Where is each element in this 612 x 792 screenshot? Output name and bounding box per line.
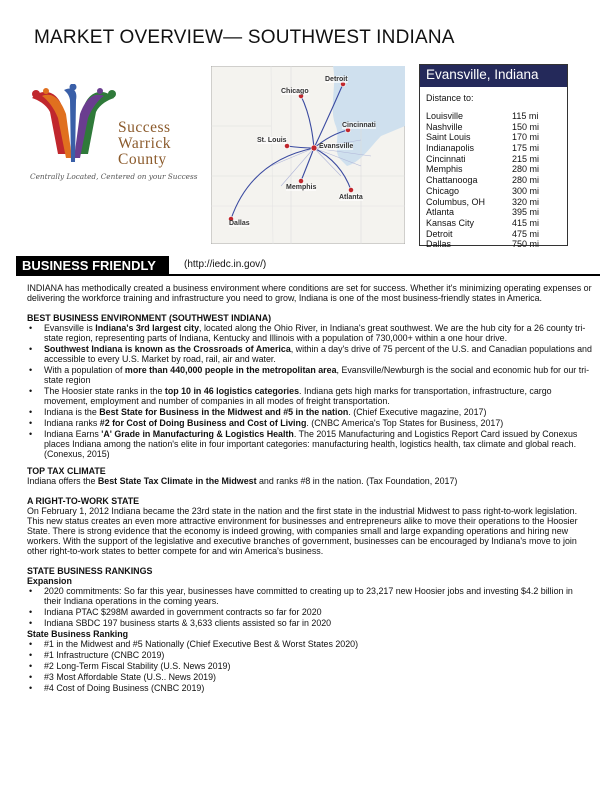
distance-city: Chattanooga <box>426 175 478 186</box>
state-ranking-list <box>27 639 592 693</box>
distance-city: Chicago <box>426 185 460 196</box>
rankings-heading: STATE BUSINESS RANKINGS <box>27 566 153 576</box>
list-item: • The Hoosier state ranks in the top 10 in 46 logistics categories. Indiana gets high marks for transportation, infrastructure, cargo movement, employment and number of companies in all modes of freight transportation. <box>27 386 592 406</box>
list-item: • Indiana SBDC 197 business starts & 3,633 clients assisted so far in 2020 <box>27 618 592 628</box>
list-item: • Indiana is the Best State for Business in the Midwest and #5 in the nation. (Chief Executive magazine, 2017) <box>27 407 592 417</box>
distance-table <box>419 64 568 250</box>
distance-city: Kansas City <box>426 217 475 228</box>
distance-row <box>420 132 567 143</box>
regional-map <box>211 66 405 244</box>
distance-city: Louisville <box>426 111 464 121</box>
distance-row <box>420 111 567 122</box>
distance-row <box>420 197 567 208</box>
distance-miles: 395 mi <box>512 207 540 218</box>
distance-row <box>420 229 567 240</box>
tax-climate-heading: TOP TAX CLIMATE <box>27 466 106 476</box>
logo-figures-icon <box>28 84 120 174</box>
distance-miles: 175 mi <box>512 143 540 154</box>
distance-row <box>420 218 567 229</box>
map-label-memphis: Memphis <box>286 184 317 191</box>
map-label-chicago: Chicago <box>281 88 309 95</box>
list-item: • #3 Most Affordable State (U.S.. News 2019) <box>27 672 592 682</box>
distance-city: Indianapolis <box>426 143 475 154</box>
expansion-list <box>27 586 592 628</box>
distance-miles: 215 mi <box>512 153 540 164</box>
distance-city: Memphis <box>426 164 463 175</box>
logo-tagline: Centrally Located, Centered on your Success <box>30 172 198 181</box>
distance-row <box>420 239 567 250</box>
success-warrick-county-logo <box>28 84 198 194</box>
best-business-heading: BEST BUSINESS ENVIRONMENT (SOUTHWEST INDIANA) <box>27 313 272 323</box>
distance-table-header: Evansville, Indiana <box>420 65 567 87</box>
expansion-heading: Expansion <box>27 576 72 586</box>
section-title: BUSINESS FRIENDLY <box>16 256 169 276</box>
list-item: • Indiana PTAC $298M awarded in government contracts so far for 2020 <box>27 607 592 617</box>
distance-city: Atlanta <box>426 207 455 218</box>
page-title: MARKET OVERVIEW— SOUTHWEST INDIANA <box>34 27 455 48</box>
list-item: • #1 Infrastructure (CNBC 2019) <box>27 650 592 660</box>
list-item: • Indiana ranks #2 for Cost of Doing Business and Cost of Living. (CNBC America's Top States for Business, 2017) <box>27 418 592 428</box>
distance-city: Columbus, OH <box>426 196 486 207</box>
list-item: • Evansville is Indiana's 3rd largest city, located along the Ohio River, in Indiana's great southwest. We are the hub city for a 26 county tri-state region, representing parts of Indiana, Kentucky and Illinois with a population of 730,000+ within a one hour drive. <box>27 323 592 343</box>
list-item: • #1 in the Midwest and #5 Nationally (Chief Executive Best & Worst States 2020) <box>27 639 592 649</box>
map-label-detroit: Detroit <box>325 76 348 83</box>
list-item: • #4 Cost of Doing Business (CNBC 2019) <box>27 683 592 693</box>
distance-row <box>420 122 567 133</box>
distance-row <box>420 143 567 154</box>
distance-row <box>420 207 567 218</box>
distance-city: Cincinnati <box>426 153 466 164</box>
distance-miles: 280 mi <box>512 175 540 186</box>
intro-paragraph: INDIANA has methodically created a business environment where conditions are set for success. Whether it's minimizing operating expenses or delivering the workforce training and infrastructure you need to grow, Indiana is one of the most business-friendly states in America. <box>27 283 592 303</box>
tax-climate-text: Indiana offers the Best State Tax Climate in the Midwest and ranks #8 in the nation. (Tax Foundation, 2017) <box>27 476 458 486</box>
distance-miles: 150 mi <box>512 121 540 132</box>
distance-miles: 115 mi <box>512 111 539 121</box>
state-ranking-heading: State Business Ranking <box>27 629 129 639</box>
map-label-dallas: Dallas <box>229 220 250 227</box>
map-label-evansville: Evansville <box>319 143 354 150</box>
business-friendly-bar <box>16 256 600 276</box>
list-item: • Southwest Indiana is known as the Crossroads of America, within a day's drive of 75 percent of the U.S. and Canadian populations and accessible to every U.S. Market by road, rail, air and water. <box>27 344 592 364</box>
distance-city: Detroit <box>426 228 453 239</box>
list-item: • #2 Long-Term Fiscal Stability (U.S. News 2019) <box>27 661 592 671</box>
logo-text-county: County <box>118 151 167 168</box>
distance-miles: 170 mi <box>512 132 540 143</box>
right-to-work-text: On February 1, 2012 Indiana became the 23rd state in the nation and the first state in the industrial Midwest to pass right-to-work legislation. This new status creates an even more attractive environment for businesses and entrepreneurs alike to move their operations to the Hoosier State. There is strong evidence that the economy is indeed growing, with companies small and large expanding operations and hiring new workers. With the support of the legislative and executive branches of government, businesses can be encouraged by Indiana's move to join other right-to-work states to better compete for and win America's business. <box>27 506 578 556</box>
distance-city: Dallas <box>426 239 452 250</box>
distance-city: Nashville <box>426 121 463 132</box>
distance-miles: 415 mi <box>512 217 540 228</box>
map-label-atlanta: Atlanta <box>339 194 363 201</box>
distance-city: Saint Louis <box>426 132 471 143</box>
distance-row <box>420 175 567 186</box>
distance-miles: 300 mi <box>512 185 540 196</box>
logo-text-success: Success <box>118 119 171 136</box>
distance-row <box>420 164 567 175</box>
list-item: • 2020 commitments: So far this year, businesses have committed to creating up to 23,217 new Hoosier jobs and investing $4.2 billion in their Indiana operations in the coming years. <box>27 586 592 606</box>
distance-row <box>420 154 567 165</box>
main-content <box>27 283 592 694</box>
distance-rows <box>420 111 567 250</box>
distance-miles: 320 mi <box>512 196 540 207</box>
best-business-list <box>27 323 592 459</box>
map-label-st-louis: St. Louis <box>257 137 287 144</box>
distance-miles: 475 mi <box>512 228 540 239</box>
distance-table-label: Distance to: <box>426 93 474 103</box>
map-label-cincinnati: Cincinnati <box>342 122 376 129</box>
section-url-link[interactable]: (http://iedc.in.gov/) <box>184 259 267 270</box>
distance-row <box>420 186 567 197</box>
list-item: • Indiana Earns 'A' Grade in Manufacturing & Logistics Health. The 2015 Manufacturing and Logistics Report Card issued by Conexus places Indiana among the nation's elite in four important categories: manufacturing health, logistics health, tax climate and global reach. (Conexus, 2015) <box>27 429 592 459</box>
distance-miles: 750 mi <box>512 239 540 250</box>
logo-text-warrick: Warrick <box>118 135 172 152</box>
distance-miles: 280 mi <box>512 164 540 175</box>
right-to-work-heading: A RIGHT-TO-WORK STATE <box>27 496 140 506</box>
list-item: • With a population of more than 440,000 people in the metropolitan area, Evansville/Newburgh is the social and economic hub for our tri-state region <box>27 365 592 385</box>
